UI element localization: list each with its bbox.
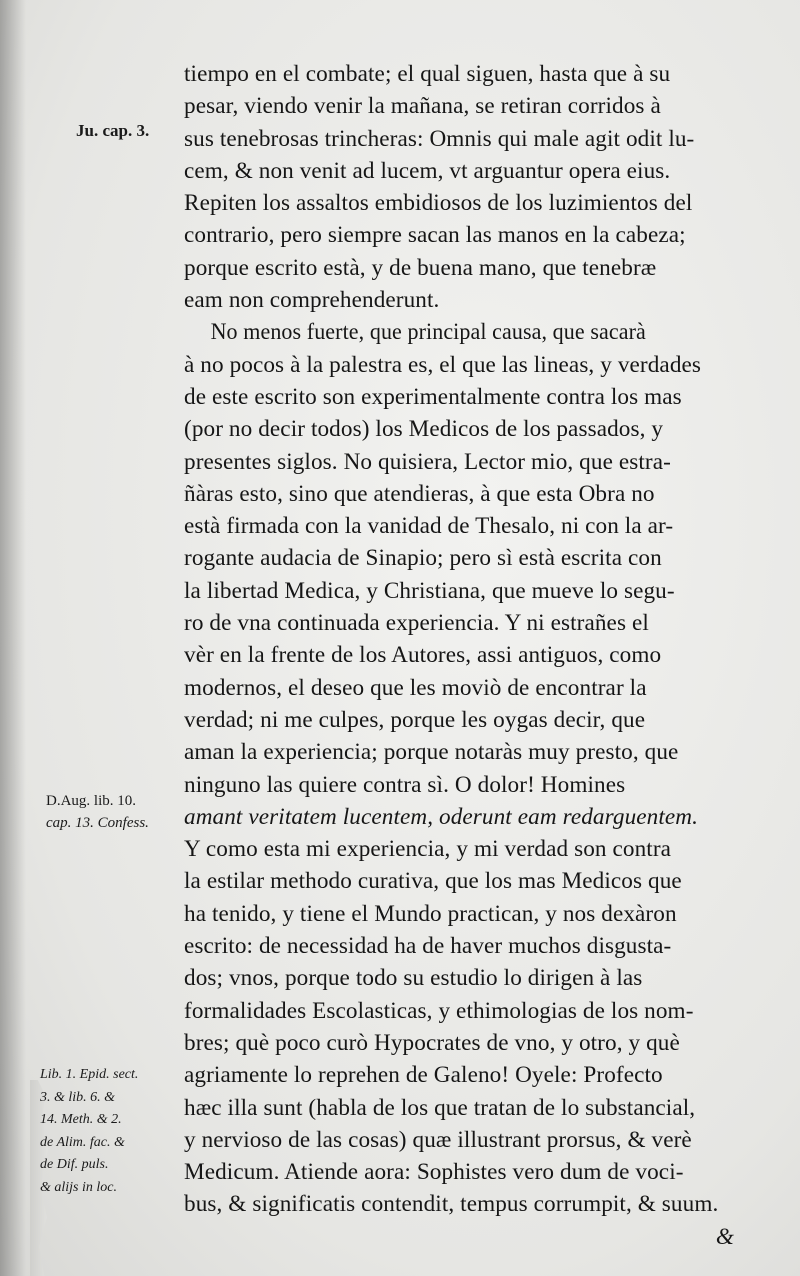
- text-line: escrito: de necessidad ha de haver muchos disgusta-: [184, 933, 672, 960]
- margin-note-hippocrates: [40, 1064, 138, 1200]
- text-line: formalidades Escolasticas, y ethimologias de los nom-: [184, 997, 694, 1024]
- text-line: pesar, viendo venir la mañana, se retiran corridos à: [184, 93, 661, 120]
- catchword: &: [715, 1223, 734, 1250]
- text-line: hæc illa sunt (habla de los que tratan de lo substancial,: [184, 1094, 696, 1121]
- text-line: ñàras esto, sino que atendieras, à que esta Obra no: [184, 480, 655, 507]
- margin-note-line: 14. Meth. & 2.: [40, 1112, 122, 1128]
- text-line: porque escrito està, y de buena mano, que tenebræ: [184, 254, 657, 281]
- margin-note-augustine: [46, 790, 149, 834]
- text-line: està firmada con la vanidad de Thesalo, ni con la ar-: [184, 513, 674, 540]
- text-line: de este escrito son experimentalmente contra los mas: [184, 383, 682, 410]
- text-line: y nervioso de las cosas) quæ illustrant prorsus, & verè: [184, 1126, 692, 1153]
- margin-note-line: de Alim. fac. &: [40, 1134, 125, 1150]
- text-line: ninguno las quiere contra sì. O dolor! Homines: [184, 771, 626, 798]
- margin-note-line: D.Aug. lib. 10.: [46, 793, 136, 809]
- text-line: à no pocos à la palestra es, el que las lineas, y verdades: [184, 351, 702, 378]
- margin-note-line: cap. 13. Confess.: [46, 815, 149, 831]
- text-line: presentes siglos. No quisiera, Lector mio, que estra-: [184, 448, 671, 475]
- margin-note-line: & alijs in loc.: [40, 1179, 117, 1195]
- text-line: Medicum. Atiende aora: Sophistes vero dum de voci-: [184, 1159, 684, 1186]
- margin-note-ju: Ju. cap. 3.: [76, 121, 150, 140]
- text-line: bus, & significatis contendit, tempus corrumpit, & suum.: [184, 1191, 719, 1218]
- text-line: modernos, el deseo que les moviò de encontrar la: [184, 674, 647, 701]
- text-line: contrario, pero siempre sacan las manos en la cabeza;: [184, 222, 686, 249]
- text-line: agriamente lo reprehen de Galeno! Oyele: Profecto: [184, 1062, 663, 1089]
- main-text-block: [184, 58, 736, 1253]
- margin-note-line: Lib. 1. Epid. sect.: [40, 1067, 139, 1082]
- text-line: amant veritatem lucentem, oderunt eam redarguentem.: [184, 803, 699, 830]
- text-line: verdad; ni me culpes, porque les oygas decir, que: [184, 706, 646, 733]
- text-line: bres; què poco curò Hypocrates de vno, y otro, y què: [184, 1029, 680, 1056]
- text-line: ha tenido, y tiene el Mundo practican, y nos dexàron: [184, 900, 677, 927]
- text-line: la estilar methodo curativa, que los mas Medicos que: [184, 868, 682, 895]
- text-line: (por no decir todos) los Medicos de los passados, y: [184, 416, 664, 443]
- text-line: la libertad Medica, y Christiana, que mueve lo segu-: [184, 577, 675, 604]
- text-line: ro de vna continuada experiencia. Y ni estrañes el: [184, 610, 649, 637]
- text-line: rogante audacia de Sinapio; pero sì està escrita con: [184, 545, 662, 572]
- text-line: eam non comprehenderunt.: [184, 287, 440, 314]
- page-edge-shadow: [0, 0, 26, 1276]
- text-line: No menos fuerte, que principal causa, que sacarà: [210, 319, 646, 346]
- text-line: sus tenebrosas trincheras: Omnis qui male agit odit lu-: [184, 125, 695, 152]
- text-line: Repiten los assaltos embidiosos de los luzimientos del: [184, 190, 693, 217]
- margin-note-line: 3. & lib. 6. &: [40, 1089, 116, 1105]
- text-line: dos; vnos, porque todo su estudio lo dirigen à las: [184, 965, 643, 992]
- text-line: Y como esta mi experiencia, y mi verdad son contra: [184, 836, 672, 863]
- text-line: cem, & non venit ad lucem, vt arguantur opera eius.: [184, 157, 671, 184]
- text-line: aman la experiencia; porque notaràs muy presto, que: [184, 739, 679, 766]
- margin-note-line: de Dif. puls.: [40, 1157, 109, 1173]
- text-line: vèr en la frente de los Autores, assi antiguos, como: [184, 642, 662, 669]
- text-line: tiempo en el combate; el qual siguen, hasta que à su: [184, 61, 671, 87]
